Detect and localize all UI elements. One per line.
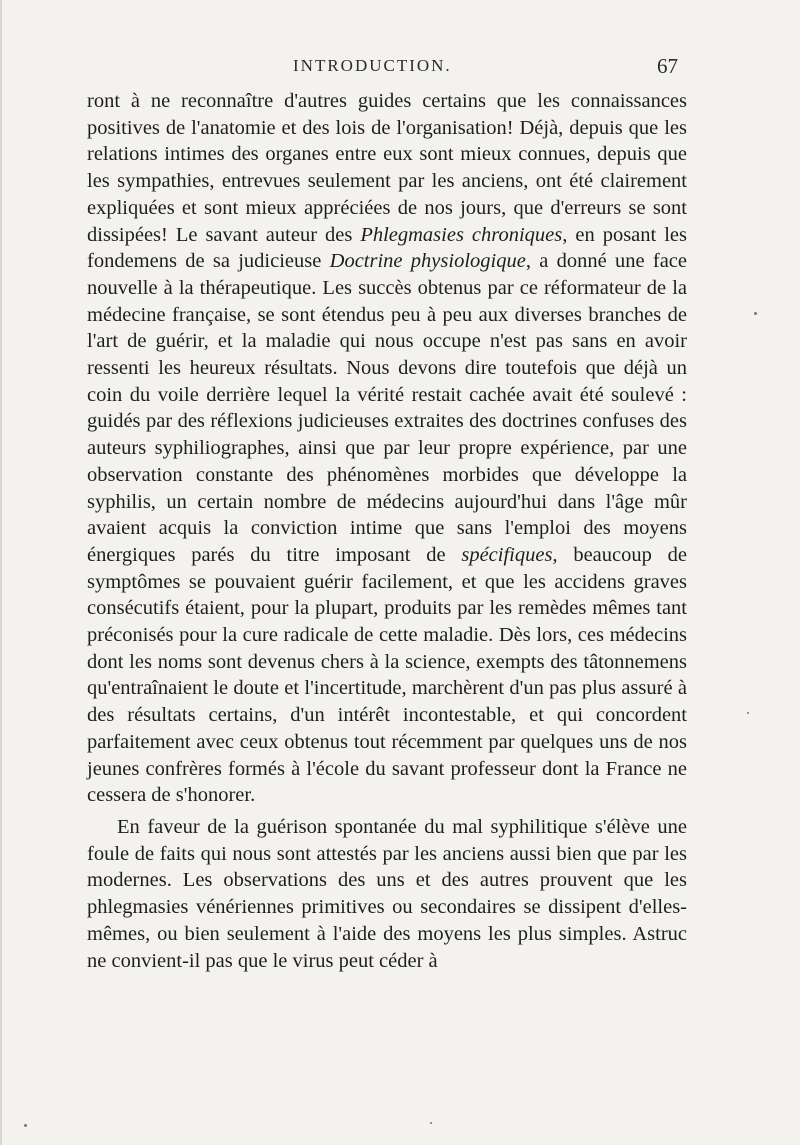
- paragraph-1: [87, 88, 687, 809]
- italic-title-phlegmasies: Phlegmasies chroniques: [360, 223, 563, 246]
- paragraph-1-part-4: beaucoup de symptômes se pouvaient guérir facilement, et que les accidens graves consécutifs étaient, pour la plupart, produits par les remèdes mêmes tant préconisés pour la cure radicale de cette maladie. Dès lors, ces médecins dont les noms sont devenus chers à la science, exempts des tâtonnemens qu'entraînaient le doute et l'incertitude, marchèrent d'un pas plus assuré à des résultats certains, d'un intérêt incontestable, et qui concordent parfaitement avec ceux obtenus tout récemment par quelques uns de nos jeunes confrères formés à l'école du savant professeur dont la France ne cessera de s'honorer.: [87, 543, 688, 807]
- paragraph-2: En faveur de la guérison spontanée du mal syphilitique s'élève une foule de faits qui nous sont attestés par les anciens aussi bien que par les modernes. Les observations des uns et des autres prouvent que les phlegmasies vénériennes primitives ou secondaires se dissipent d'elles-mêmes, ou bien seulement à l'aide des moyens les plus simples. Astruc ne convient-il pas que le virus peut céder à: [87, 815, 687, 972]
- paragraph-1-part-1: ront à ne reconnaître d'autres guides certains que les connaissances positives de l'anatomie et des lois de l'organisation! Déjà, depuis que les relations intimes des organes entre eux sont mieux connues, depuis que les sympathies, entrevues seulement par les anciens, ont été clairement expliquées et sont mieux appréciées de nos jours, que d'erreurs se sont dissipées! Le savant auteur des: [87, 90, 687, 246]
- paper-speck: [747, 712, 749, 714]
- paper-speck: [430, 1122, 432, 1124]
- paper-speck: [24, 1124, 27, 1127]
- paragraph-1-part-2: , en posant les fondemens de sa judicieuse: [87, 223, 687, 273]
- paper-speck: [754, 312, 757, 315]
- italic-title-doctrine: Doctrine physiologique: [329, 250, 526, 273]
- body-text: [87, 88, 687, 974]
- page-header: [88, 56, 678, 82]
- running-title: INTRODUCTION.: [293, 56, 452, 75]
- italic-term-specifiques: spécifiques,: [461, 543, 558, 566]
- paragraph-1-part-3: , a donné une face nouvelle à la thérapeutique. Les succès obtenus par ce réformateur de la médecine française, se sont étendus peu à peu aux diverses branches de l'art de guérir, et la maladie qui nous occupe n'est pas sans en avoir ressenti les heureux résultats. Nous devons dire toutefois que déjà un coin du voile derrière lequel la vérité restait cachée avait été soulevé : guidés par des réflexions judicieuses extraites des doctrines confuses des auteurs syphiliographes, ainsi que par leur propre expérience, par une observation constante des phénomènes morbides que développe la syphilis, un certain nombre de médecins aujourd'hui dans l'âge mûr avaient acquis la conviction intime que sans l'emploi des moyens énergiques parés du titre imposant de: [87, 250, 688, 566]
- page-number: 67: [657, 54, 678, 78]
